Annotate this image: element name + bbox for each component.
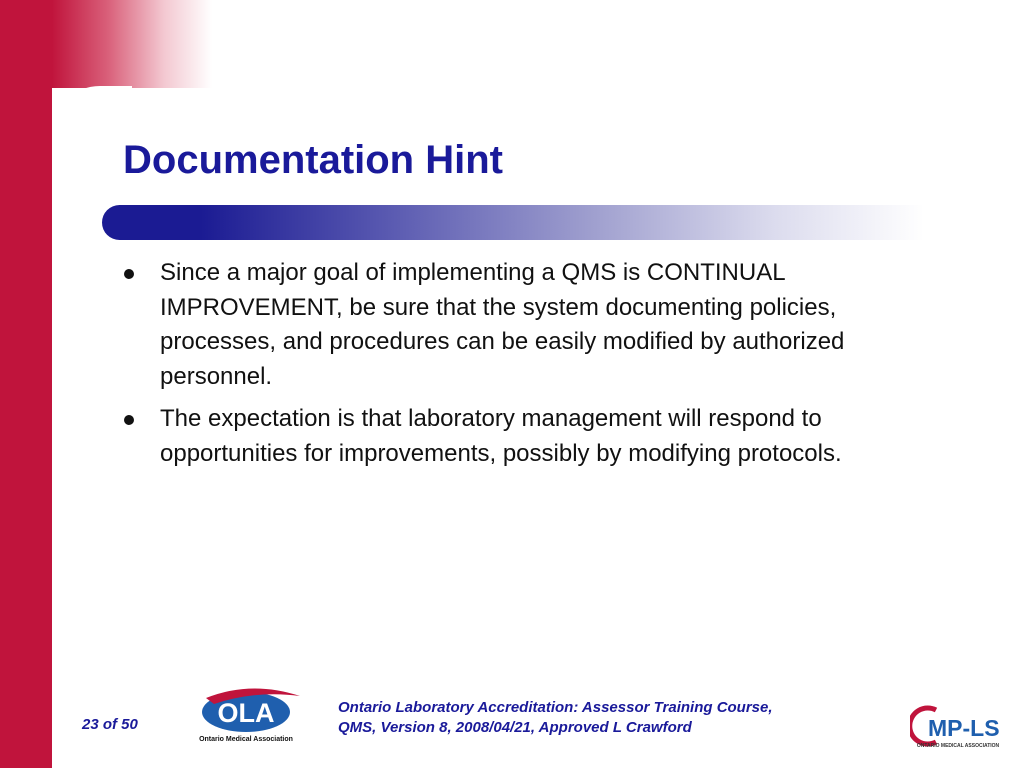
left-accent-bar (0, 0, 52, 768)
slide-title: Documentation Hint (123, 138, 503, 182)
cmpls-logo-text: MP-LS (928, 715, 1000, 741)
bullet-text: Since a major goal of implementing a QMS is CONTINUAL IMPROVEMENT, be sure that the system documenting policies, processes, and procedures can be easily modified by authorized personnel. (160, 259, 845, 390)
page-number: 23 of 50 (82, 716, 138, 733)
footer-line-2: QMS, Version 8, 2008/04/21, Approved L Crawford (338, 719, 692, 736)
ola-logo-caption: Ontario Medical Association (199, 736, 293, 743)
footer-line-1: Ontario Laboratory Accreditation: Assessor Training Course, (338, 699, 773, 716)
top-gradient-band (52, 0, 212, 88)
title-underline-bar (102, 205, 924, 240)
bullet-text: The expectation is that laboratory management will respond to opportunities for improvements, possibly by modifying protocols. (160, 405, 842, 467)
bullet-dot-icon (124, 415, 134, 425)
bullet-list (120, 256, 920, 479)
rounded-corner-decoration (52, 86, 132, 166)
bullet-item (120, 256, 920, 394)
bullet-item (120, 402, 920, 471)
bullet-dot-icon (124, 269, 134, 279)
ola-logo-text: OLA (217, 698, 275, 728)
ola-logo (196, 686, 308, 744)
footer-citation (338, 698, 773, 738)
cmpls-logo-caption: ONTARIO MEDICAL ASSOCIATION (916, 743, 1000, 749)
cmpls-logo (910, 704, 1006, 750)
